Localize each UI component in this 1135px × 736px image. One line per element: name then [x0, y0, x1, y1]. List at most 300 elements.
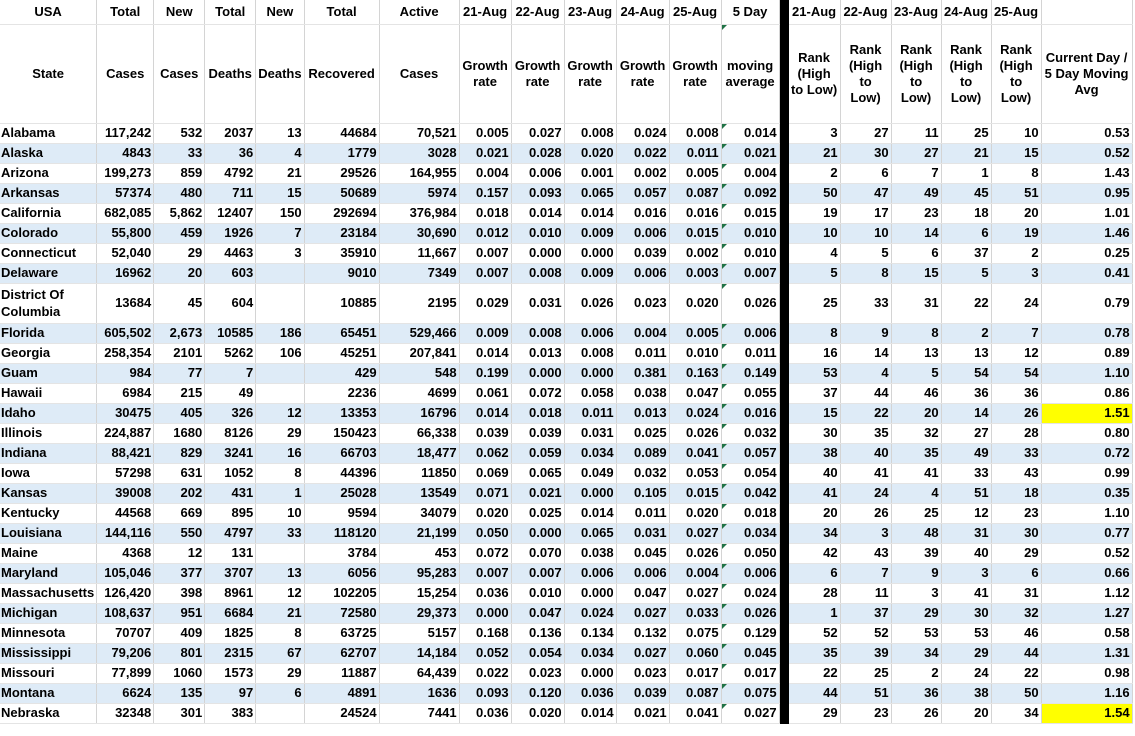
- header-date-cell[interactable]: Total: [97, 0, 154, 25]
- data-cell[interactable]: 66,338: [379, 424, 459, 444]
- data-cell[interactable]: 1926: [205, 224, 256, 244]
- data-cell[interactable]: 13684: [97, 284, 154, 324]
- state-name-cell[interactable]: Mississippi: [0, 644, 97, 664]
- state-name-cell[interactable]: Illinois: [0, 424, 97, 444]
- data-cell[interactable]: 33: [840, 284, 891, 324]
- state-name-cell[interactable]: Massachusetts: [0, 584, 97, 604]
- data-cell[interactable]: 0.000: [459, 604, 511, 624]
- data-cell[interactable]: 0.52: [1041, 144, 1132, 164]
- data-cell[interactable]: 0.52: [1041, 544, 1132, 564]
- data-cell[interactable]: 631: [154, 464, 205, 484]
- data-cell[interactable]: 36: [891, 684, 941, 704]
- data-cell[interactable]: 66703: [304, 444, 379, 464]
- state-name-cell[interactable]: Alabama: [0, 124, 97, 144]
- data-cell[interactable]: 15: [788, 404, 840, 424]
- data-cell[interactable]: 0.016: [616, 204, 669, 224]
- data-cell[interactable]: 0.057: [721, 444, 779, 464]
- header-date-cell[interactable]: New: [154, 0, 205, 25]
- data-cell[interactable]: 0.023: [616, 664, 669, 684]
- data-cell[interactable]: 2101: [154, 344, 205, 364]
- data-cell[interactable]: 51: [840, 684, 891, 704]
- data-cell[interactable]: 49: [891, 184, 941, 204]
- data-cell[interactable]: 12: [256, 584, 304, 604]
- data-cell[interactable]: 5: [891, 364, 941, 384]
- data-cell[interactable]: 0.008: [564, 344, 616, 364]
- data-cell[interactable]: 459: [154, 224, 205, 244]
- data-cell[interactable]: 43: [991, 464, 1041, 484]
- data-cell[interactable]: 51: [941, 484, 991, 504]
- data-cell[interactable]: 0.011: [564, 404, 616, 424]
- data-cell[interactable]: 0.014: [564, 204, 616, 224]
- data-cell[interactable]: [256, 704, 304, 724]
- data-cell[interactable]: 0.381: [616, 364, 669, 384]
- data-cell[interactable]: 38: [788, 444, 840, 464]
- data-cell[interactable]: 0.005: [669, 324, 721, 344]
- state-name-cell[interactable]: Arizona: [0, 164, 97, 184]
- data-cell[interactable]: 7: [991, 324, 1041, 344]
- data-cell[interactable]: 29: [256, 664, 304, 684]
- data-cell[interactable]: 39: [891, 544, 941, 564]
- data-cell[interactable]: 0.022: [459, 664, 511, 684]
- data-cell[interactable]: 8: [891, 324, 941, 344]
- header-label-cell[interactable]: Rank (High to Low): [941, 25, 991, 124]
- data-cell[interactable]: 18,477: [379, 444, 459, 464]
- data-cell[interactable]: 0.031: [511, 284, 564, 324]
- data-cell[interactable]: 29: [256, 424, 304, 444]
- data-cell[interactable]: 3707: [205, 564, 256, 584]
- header-date-cell[interactable]: 24-Aug: [941, 0, 991, 25]
- data-cell[interactable]: 4368: [97, 544, 154, 564]
- data-cell[interactable]: 0.034: [564, 644, 616, 664]
- data-cell[interactable]: 8126: [205, 424, 256, 444]
- data-cell[interactable]: 429: [304, 364, 379, 384]
- data-cell[interactable]: 9010: [304, 264, 379, 284]
- data-cell[interactable]: 603: [205, 264, 256, 284]
- data-cell[interactable]: 11,667: [379, 244, 459, 264]
- data-cell[interactable]: 14: [840, 344, 891, 364]
- data-cell[interactable]: 25028: [304, 484, 379, 504]
- data-cell[interactable]: 21: [788, 144, 840, 164]
- data-cell[interactable]: 207,841: [379, 344, 459, 364]
- data-cell[interactable]: 40: [941, 544, 991, 564]
- data-cell[interactable]: 32348: [97, 704, 154, 724]
- data-cell[interactable]: 0.168: [459, 624, 511, 644]
- data-cell[interactable]: 0.004: [669, 564, 721, 584]
- data-cell[interactable]: 3: [991, 264, 1041, 284]
- data-cell[interactable]: [256, 544, 304, 564]
- data-cell[interactable]: 0.049: [564, 464, 616, 484]
- data-cell[interactable]: 0.004: [459, 164, 511, 184]
- data-cell[interactable]: 10585: [205, 324, 256, 344]
- data-cell[interactable]: 54: [991, 364, 1041, 384]
- data-cell[interactable]: 31: [891, 284, 941, 324]
- data-cell[interactable]: 0.093: [459, 684, 511, 704]
- data-cell[interactable]: 20: [154, 264, 205, 284]
- data-cell[interactable]: 0.036: [459, 704, 511, 724]
- data-cell[interactable]: 0.000: [511, 364, 564, 384]
- data-cell[interactable]: 0.006: [616, 564, 669, 584]
- state-name-cell[interactable]: Florida: [0, 324, 97, 344]
- data-cell[interactable]: 44568: [97, 504, 154, 524]
- data-cell[interactable]: 53: [891, 624, 941, 644]
- data-cell[interactable]: 0.018: [511, 404, 564, 424]
- data-cell[interactable]: 22: [941, 284, 991, 324]
- data-cell[interactable]: 41: [840, 464, 891, 484]
- data-cell[interactable]: 34079: [379, 504, 459, 524]
- header-date-cell[interactable]: 23-Aug: [891, 0, 941, 25]
- data-cell[interactable]: 44: [991, 644, 1041, 664]
- data-cell[interactable]: 28: [788, 584, 840, 604]
- data-cell[interactable]: 529,466: [379, 324, 459, 344]
- data-cell[interactable]: 0.017: [721, 664, 779, 684]
- data-cell[interactable]: 1.16: [1041, 684, 1132, 704]
- data-cell[interactable]: 0.000: [564, 484, 616, 504]
- data-cell[interactable]: 18: [991, 484, 1041, 504]
- state-name-cell[interactable]: Indiana: [0, 444, 97, 464]
- data-cell[interactable]: 4: [891, 484, 941, 504]
- data-cell[interactable]: 2: [788, 164, 840, 184]
- data-cell[interactable]: 1052: [205, 464, 256, 484]
- data-cell[interactable]: 108,637: [97, 604, 154, 624]
- data-cell[interactable]: 801: [154, 644, 205, 664]
- data-cell[interactable]: 605,502: [97, 324, 154, 344]
- data-cell[interactable]: 6684: [205, 604, 256, 624]
- data-cell[interactable]: 0.005: [669, 164, 721, 184]
- data-cell[interactable]: 0.006: [721, 564, 779, 584]
- data-cell[interactable]: 326: [205, 404, 256, 424]
- data-cell[interactable]: 8: [840, 264, 891, 284]
- data-cell[interactable]: 15: [891, 264, 941, 284]
- header-date-cell[interactable]: USA: [0, 0, 97, 25]
- data-cell[interactable]: 2,673: [154, 324, 205, 344]
- header-label-cell[interactable]: Growth rate: [616, 25, 669, 124]
- data-cell[interactable]: 0.027: [616, 604, 669, 624]
- data-cell[interactable]: 5,862: [154, 204, 205, 224]
- header-label-cell[interactable]: Cases: [154, 25, 205, 124]
- data-cell[interactable]: 8: [991, 164, 1041, 184]
- header-date-cell[interactable]: 21-Aug: [459, 0, 511, 25]
- data-cell[interactable]: 33: [991, 444, 1041, 464]
- data-cell[interactable]: 550: [154, 524, 205, 544]
- data-cell[interactable]: 0.021: [721, 144, 779, 164]
- data-cell[interactable]: 0.95: [1041, 184, 1132, 204]
- data-cell[interactable]: 0.045: [616, 544, 669, 564]
- data-cell[interactable]: 22: [991, 664, 1041, 684]
- data-cell[interactable]: 0.026: [721, 284, 779, 324]
- data-cell[interactable]: 0.002: [669, 244, 721, 264]
- data-cell[interactable]: 0.071: [459, 484, 511, 504]
- data-cell[interactable]: 0.023: [511, 664, 564, 684]
- data-cell[interactable]: 859: [154, 164, 205, 184]
- data-cell[interactable]: 17: [840, 204, 891, 224]
- data-cell[interactable]: 0.017: [669, 664, 721, 684]
- data-cell[interactable]: 0.014: [459, 344, 511, 364]
- data-cell[interactable]: 669: [154, 504, 205, 524]
- state-name-cell[interactable]: Connecticut: [0, 244, 97, 264]
- data-cell[interactable]: 0.089: [616, 444, 669, 464]
- data-cell[interactable]: 20: [788, 504, 840, 524]
- data-cell[interactable]: 53: [941, 624, 991, 644]
- data-cell[interactable]: 6: [840, 164, 891, 184]
- data-cell[interactable]: 0.028: [511, 144, 564, 164]
- data-cell[interactable]: 258,354: [97, 344, 154, 364]
- data-cell[interactable]: 0.021: [459, 144, 511, 164]
- data-cell[interactable]: 3: [788, 124, 840, 144]
- data-cell[interactable]: 0.070: [511, 544, 564, 564]
- data-cell[interactable]: 0.065: [511, 464, 564, 484]
- data-cell[interactable]: 0.86: [1041, 384, 1132, 404]
- data-cell[interactable]: 895: [205, 504, 256, 524]
- data-cell[interactable]: 3241: [205, 444, 256, 464]
- data-cell[interactable]: 19: [991, 224, 1041, 244]
- data-cell[interactable]: 0.047: [669, 384, 721, 404]
- data-cell[interactable]: 682,085: [97, 204, 154, 224]
- data-cell[interactable]: 33: [941, 464, 991, 484]
- data-cell[interactable]: 0.092: [721, 184, 779, 204]
- data-cell[interactable]: 4: [840, 364, 891, 384]
- data-cell[interactable]: 0.047: [511, 604, 564, 624]
- data-cell[interactable]: 47: [840, 184, 891, 204]
- data-cell[interactable]: 0.000: [564, 244, 616, 264]
- data-cell[interactable]: 29,373: [379, 604, 459, 624]
- data-cell[interactable]: 0.027: [669, 584, 721, 604]
- data-cell[interactable]: 0.038: [616, 384, 669, 404]
- data-cell[interactable]: 19: [788, 204, 840, 224]
- data-cell[interactable]: 0.005: [459, 124, 511, 144]
- data-cell[interactable]: 0.059: [511, 444, 564, 464]
- data-cell[interactable]: 23: [840, 704, 891, 724]
- data-cell[interactable]: 405: [154, 404, 205, 424]
- data-cell[interactable]: 0.149: [721, 364, 779, 384]
- data-cell[interactable]: 0.039: [616, 684, 669, 704]
- data-cell[interactable]: 711: [205, 184, 256, 204]
- data-cell[interactable]: 24524: [304, 704, 379, 724]
- data-cell[interactable]: 41: [891, 464, 941, 484]
- data-cell[interactable]: 0.120: [511, 684, 564, 704]
- data-cell[interactable]: 0.021: [616, 704, 669, 724]
- state-name-cell[interactable]: Nebraska: [0, 704, 97, 724]
- data-cell[interactable]: 0.013: [511, 344, 564, 364]
- header-label-cell[interactable]: Rank (High to Low): [991, 25, 1041, 124]
- data-cell[interactable]: 0.000: [564, 584, 616, 604]
- data-cell[interactable]: 10: [256, 504, 304, 524]
- data-cell[interactable]: 0.057: [616, 184, 669, 204]
- data-cell[interactable]: 0.054: [511, 644, 564, 664]
- data-cell[interactable]: 27: [840, 124, 891, 144]
- data-cell[interactable]: 0.041: [669, 704, 721, 724]
- data-cell[interactable]: 7441: [379, 704, 459, 724]
- data-cell[interactable]: 0.062: [459, 444, 511, 464]
- data-cell[interactable]: 144,116: [97, 524, 154, 544]
- data-cell[interactable]: 0.134: [564, 624, 616, 644]
- data-cell[interactable]: 7: [205, 364, 256, 384]
- header-label-cell[interactable]: Current Day / 5 Day Moving Avg: [1041, 25, 1132, 124]
- data-cell[interactable]: 16: [788, 344, 840, 364]
- data-cell[interactable]: 43: [840, 544, 891, 564]
- data-cell[interactable]: 5974: [379, 184, 459, 204]
- data-cell[interactable]: 0.011: [616, 504, 669, 524]
- data-cell[interactable]: 40: [840, 444, 891, 464]
- data-cell[interactable]: 0.061: [459, 384, 511, 404]
- data-cell[interactable]: 36: [991, 384, 1041, 404]
- data-cell[interactable]: 46: [891, 384, 941, 404]
- data-cell[interactable]: 0.039: [459, 424, 511, 444]
- data-cell[interactable]: 0.015: [721, 204, 779, 224]
- data-cell[interactable]: 13: [256, 124, 304, 144]
- data-cell[interactable]: 26: [891, 704, 941, 724]
- state-name-cell[interactable]: California: [0, 204, 97, 224]
- data-cell[interactable]: 0.026: [564, 284, 616, 324]
- data-cell[interactable]: 4463: [205, 244, 256, 264]
- data-cell[interactable]: 65451: [304, 324, 379, 344]
- data-cell[interactable]: 51: [991, 184, 1041, 204]
- data-cell[interactable]: 0.007: [459, 244, 511, 264]
- state-name-cell[interactable]: Minnesota: [0, 624, 97, 644]
- data-cell[interactable]: 0.89: [1041, 344, 1132, 364]
- data-cell[interactable]: 0.021: [511, 484, 564, 504]
- data-cell[interactable]: 0.036: [564, 684, 616, 704]
- data-cell[interactable]: 0.006: [564, 564, 616, 584]
- data-cell[interactable]: 13549: [379, 484, 459, 504]
- data-cell[interactable]: 20: [941, 704, 991, 724]
- data-cell[interactable]: 28: [991, 424, 1041, 444]
- data-cell[interactable]: 0.052: [459, 644, 511, 664]
- data-cell[interactable]: 0.054: [721, 464, 779, 484]
- data-cell[interactable]: 50689: [304, 184, 379, 204]
- data-cell[interactable]: 13: [941, 344, 991, 364]
- data-cell[interactable]: 106: [256, 344, 304, 364]
- data-cell[interactable]: 48: [891, 524, 941, 544]
- data-cell[interactable]: 6: [941, 224, 991, 244]
- data-cell[interactable]: 25: [941, 124, 991, 144]
- data-cell[interactable]: 150423: [304, 424, 379, 444]
- data-cell[interactable]: 0.022: [616, 144, 669, 164]
- header-date-cell[interactable]: Total: [304, 0, 379, 25]
- data-cell[interactable]: 383: [205, 704, 256, 724]
- data-cell[interactable]: 16796: [379, 404, 459, 424]
- data-cell[interactable]: 52,040: [97, 244, 154, 264]
- data-cell[interactable]: 0.157: [459, 184, 511, 204]
- data-cell[interactable]: 5157: [379, 624, 459, 644]
- data-cell[interactable]: 0.35: [1041, 484, 1132, 504]
- state-name-cell[interactable]: Louisiana: [0, 524, 97, 544]
- header-date-cell[interactable]: 25-Aug: [669, 0, 721, 25]
- header-label-cell[interactable]: Growth rate: [564, 25, 616, 124]
- data-cell[interactable]: 30: [840, 144, 891, 164]
- data-cell[interactable]: 0.009: [459, 324, 511, 344]
- data-cell[interactable]: 1.10: [1041, 364, 1132, 384]
- data-cell[interactable]: 0.027: [721, 704, 779, 724]
- data-cell[interactable]: 35: [840, 424, 891, 444]
- data-cell[interactable]: 2: [941, 324, 991, 344]
- data-cell[interactable]: 0.020: [511, 704, 564, 724]
- data-cell[interactable]: 0.011: [616, 344, 669, 364]
- data-cell[interactable]: 9: [840, 324, 891, 344]
- data-cell[interactable]: 4792: [205, 164, 256, 184]
- data-cell[interactable]: 0.58: [1041, 624, 1132, 644]
- state-name-cell[interactable]: Guam: [0, 364, 97, 384]
- data-cell[interactable]: 0.024: [564, 604, 616, 624]
- data-cell[interactable]: 0.038: [564, 544, 616, 564]
- data-cell[interactable]: 0.060: [669, 644, 721, 664]
- data-cell[interactable]: 0.132: [616, 624, 669, 644]
- data-cell[interactable]: 11850: [379, 464, 459, 484]
- data-cell[interactable]: 11: [840, 584, 891, 604]
- data-cell[interactable]: 0.031: [564, 424, 616, 444]
- data-cell[interactable]: 0.045: [721, 644, 779, 664]
- data-cell[interactable]: 34: [991, 704, 1041, 724]
- data-cell[interactable]: 0.000: [511, 244, 564, 264]
- data-cell[interactable]: 0.78: [1041, 324, 1132, 344]
- data-cell[interactable]: 0.058: [564, 384, 616, 404]
- data-cell[interactable]: 55,800: [97, 224, 154, 244]
- data-cell[interactable]: 377: [154, 564, 205, 584]
- data-cell[interactable]: 53: [788, 364, 840, 384]
- data-cell[interactable]: 0.025: [511, 504, 564, 524]
- data-cell[interactable]: 0.047: [616, 584, 669, 604]
- header-label-cell[interactable]: State: [0, 25, 97, 124]
- state-name-cell[interactable]: Kentucky: [0, 504, 97, 524]
- data-cell[interactable]: 3028: [379, 144, 459, 164]
- data-cell[interactable]: 29: [941, 644, 991, 664]
- data-cell[interactable]: 50: [788, 184, 840, 204]
- data-cell[interactable]: 29526: [304, 164, 379, 184]
- header-label-cell[interactable]: Deaths: [205, 25, 256, 124]
- data-cell[interactable]: 9594: [304, 504, 379, 524]
- data-cell[interactable]: 10: [788, 224, 840, 244]
- data-cell[interactable]: 0.008: [669, 124, 721, 144]
- data-cell[interactable]: 0.026: [721, 604, 779, 624]
- data-cell[interactable]: 0.023: [616, 284, 669, 324]
- data-cell[interactable]: 0.53: [1041, 124, 1132, 144]
- data-cell[interactable]: 5262: [205, 344, 256, 364]
- data-cell[interactable]: 150: [256, 204, 304, 224]
- data-cell[interactable]: 0.014: [511, 204, 564, 224]
- data-cell[interactable]: 27: [941, 424, 991, 444]
- data-cell[interactable]: 186: [256, 324, 304, 344]
- data-cell[interactable]: 0.007: [511, 564, 564, 584]
- data-cell[interactable]: 25: [891, 504, 941, 524]
- state-name-cell[interactable]: Maryland: [0, 564, 97, 584]
- data-cell[interactable]: 25: [840, 664, 891, 684]
- data-cell[interactable]: 0.036: [459, 584, 511, 604]
- state-name-cell[interactable]: Colorado: [0, 224, 97, 244]
- data-cell[interactable]: 31: [991, 584, 1041, 604]
- state-name-cell[interactable]: Montana: [0, 684, 97, 704]
- data-cell[interactable]: 0.41: [1041, 264, 1132, 284]
- data-cell[interactable]: 0.014: [564, 504, 616, 524]
- data-cell[interactable]: 49: [941, 444, 991, 464]
- data-cell[interactable]: 33: [154, 144, 205, 164]
- data-cell[interactable]: 1.54: [1041, 704, 1132, 724]
- data-cell[interactable]: 0.093: [511, 184, 564, 204]
- data-cell[interactable]: 0.013: [616, 404, 669, 424]
- data-cell[interactable]: 0.25: [1041, 244, 1132, 264]
- data-cell[interactable]: 5: [840, 244, 891, 264]
- data-cell[interactable]: 44684: [304, 124, 379, 144]
- data-cell[interactable]: 16: [256, 444, 304, 464]
- data-cell[interactable]: 0.010: [721, 244, 779, 264]
- data-cell[interactable]: 41: [941, 584, 991, 604]
- data-cell[interactable]: 0.032: [721, 424, 779, 444]
- data-cell[interactable]: 29: [991, 544, 1041, 564]
- data-cell[interactable]: 0.024: [669, 404, 721, 424]
- data-cell[interactable]: 35: [788, 644, 840, 664]
- data-cell[interactable]: 7: [256, 224, 304, 244]
- data-cell[interactable]: 6: [256, 684, 304, 704]
- header-date-cell[interactable]: Active: [379, 0, 459, 25]
- data-cell[interactable]: 105,046: [97, 564, 154, 584]
